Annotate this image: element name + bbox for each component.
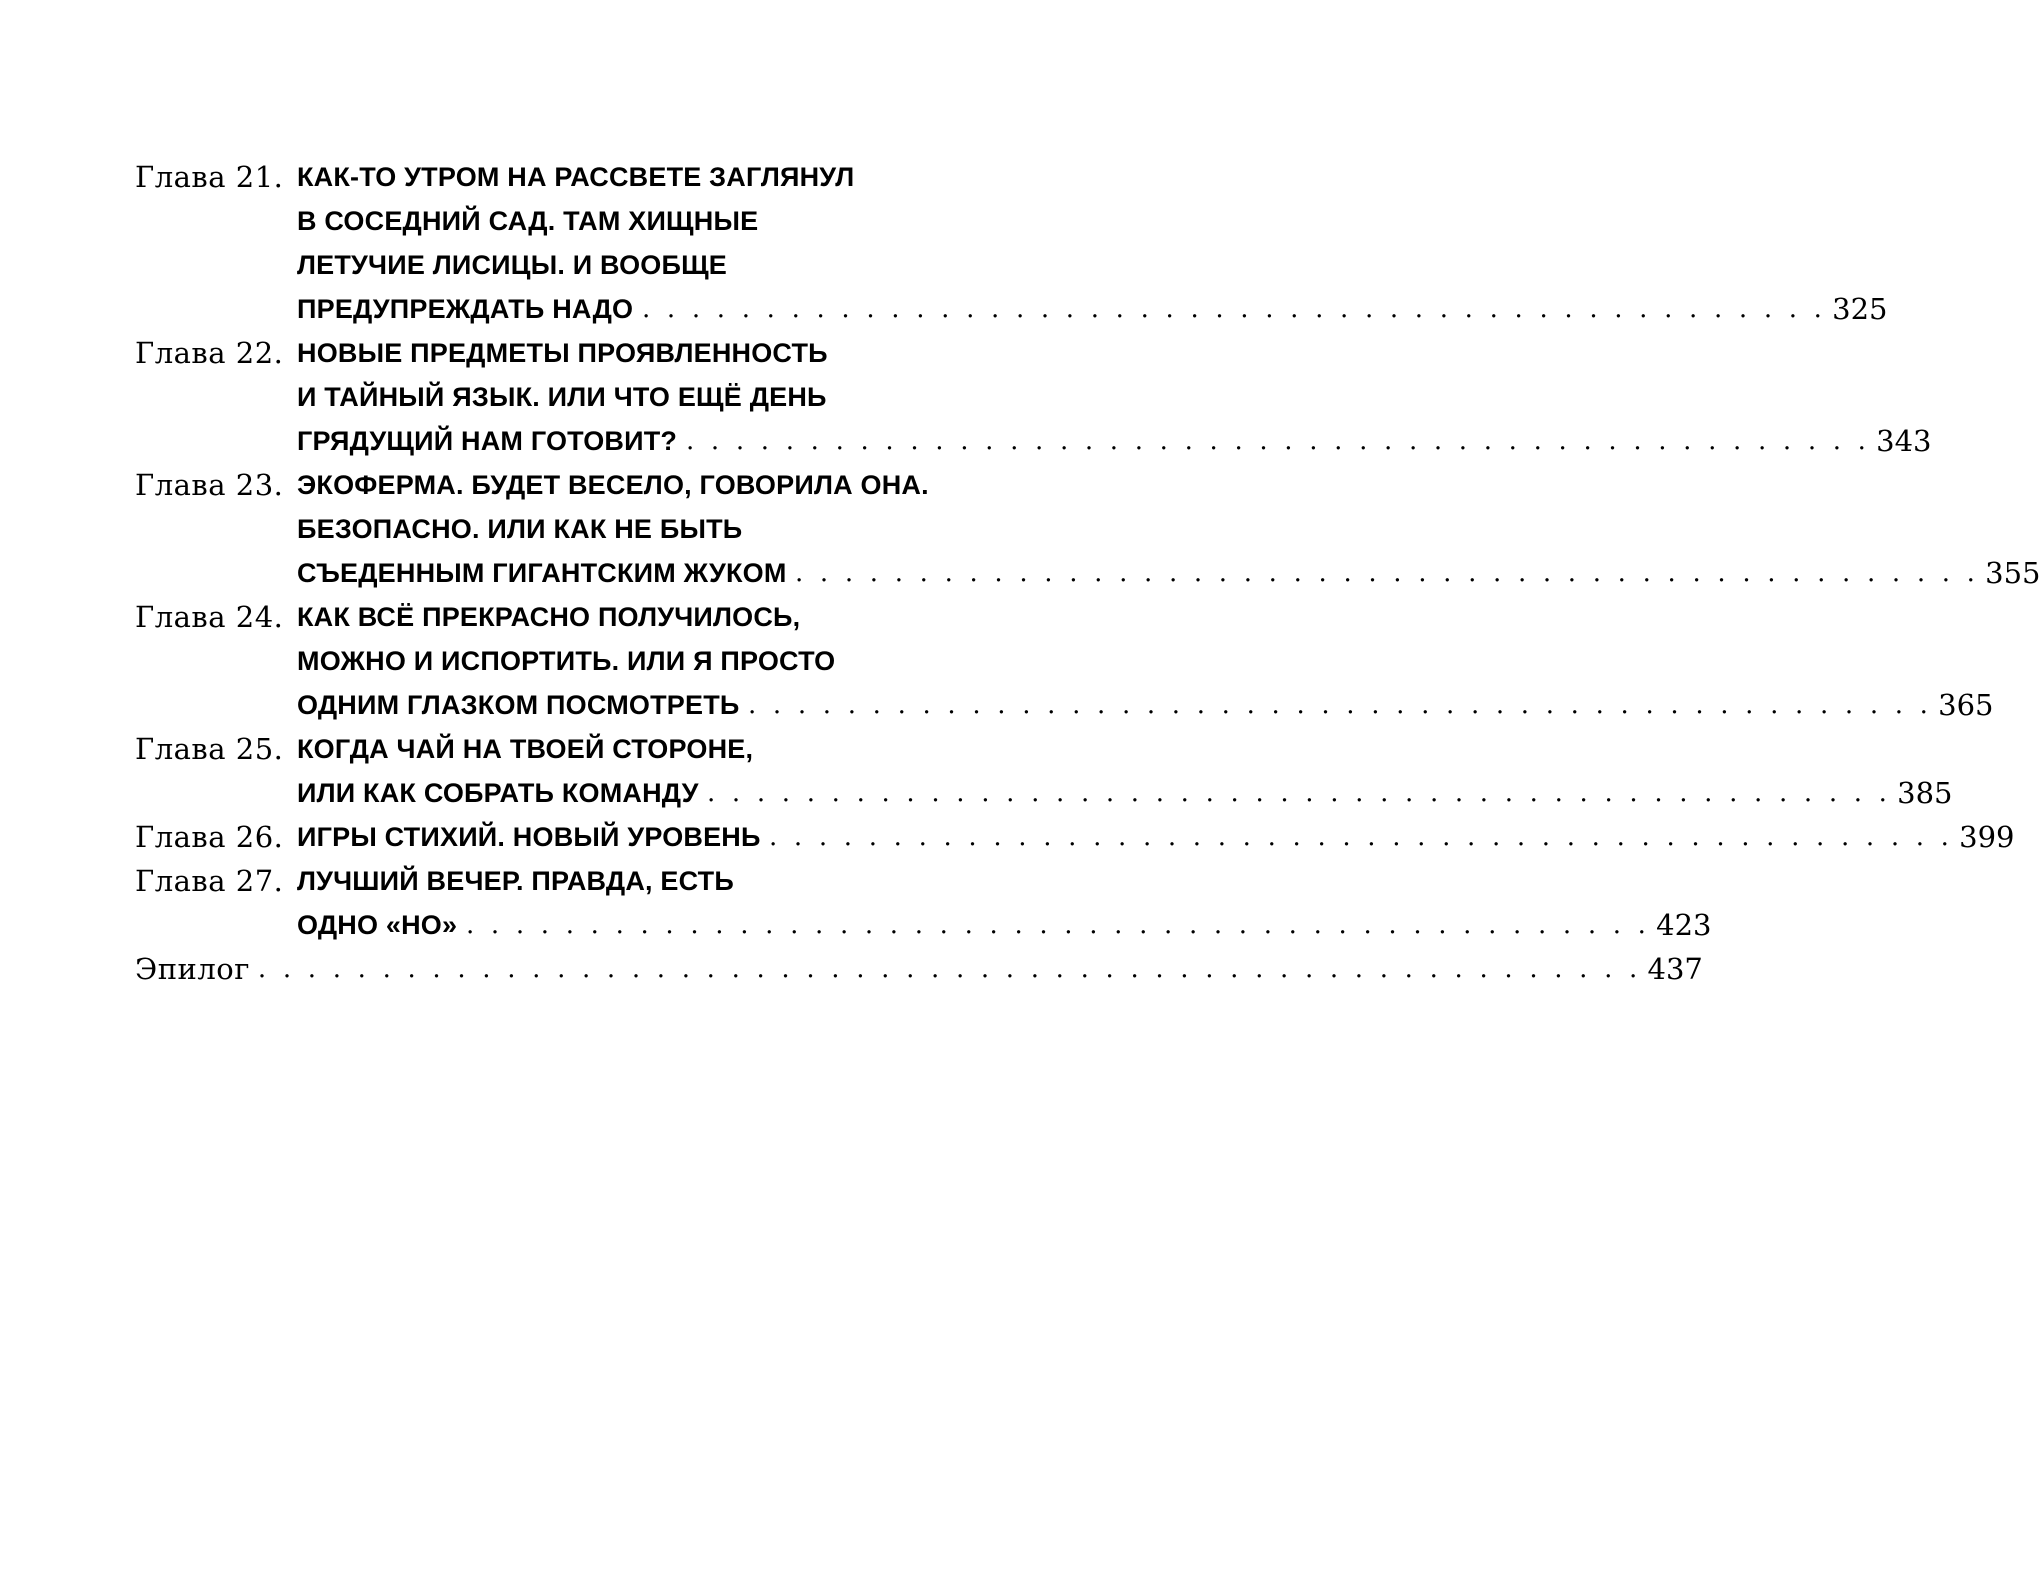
page-number: 385 [1897, 776, 1953, 810]
toc-entry-line [135, 810, 2015, 854]
page-number: 343 [1876, 424, 1932, 458]
page-number: 355 [1985, 556, 2041, 590]
dot-leader: . . . . . . . . . . . . . . . . . . . . . . . . . . . . . . . . . . . . . . . . . . . . . . . . [748, 690, 1933, 720]
chapter-title-last-line [297, 776, 1953, 810]
chapter-title-line [297, 732, 754, 766]
chapter-title-text: ИГРЫ СТИХИЙ. НОВЫЙ УРОВЕНЬ [297, 822, 761, 852]
chapter-title-text: КОГДА ЧАЙ НА ТВОЕЙ СТОРОНЕ, [297, 734, 754, 764]
chapter-title-text: ЛЕТУЧИЕ ЛИСИЦЫ. И ВООБЩЕ [297, 250, 728, 280]
toc-entry[interactable] [135, 150, 1888, 326]
toc-entry-line [135, 898, 1712, 942]
toc-entry-line [135, 414, 1932, 458]
chapter-title-text: БЕЗОПАСНО. ИЛИ КАК НЕ БЫТЬ [297, 514, 743, 544]
chapter-title-line [297, 160, 854, 194]
toc-entry[interactable] [135, 458, 2041, 590]
toc-entry[interactable] [135, 590, 1994, 722]
toc-entry[interactable] [135, 326, 1932, 458]
chapter-title-last-line [297, 292, 1888, 326]
chapter-title-last-line [297, 424, 1932, 458]
chapter-title-last-line [297, 820, 2015, 854]
chapter-title-last-line [297, 688, 1994, 722]
dot-leader: . . . . . . . . . . . . . . . . . . . . . . . . . . . . . . . . . . . . . . . . . . . . . . . . [769, 822, 1954, 852]
chapter-label: Глава 25. [135, 732, 284, 766]
page-number: 325 [1832, 292, 1888, 326]
chapter-title-text: ПРЕДУПРЕЖДАТЬ НАДО [297, 294, 634, 324]
chapter-title-line [297, 600, 801, 634]
toc-entry-line [135, 590, 835, 634]
toc-entry-line [135, 634, 835, 678]
chapter-label: Глава 22. [135, 336, 284, 370]
epilogue-label: Эпилог [135, 952, 250, 986]
toc-entry-line [135, 678, 1994, 722]
chapter-title-line [297, 380, 827, 414]
chapter-title-line [297, 292, 634, 326]
chapter-title-text: КАК ВСЁ ПРЕКРАСНО ПОЛУЧИЛОСЬ, [297, 602, 801, 632]
toc-entry-line [135, 854, 835, 898]
chapter-title-line [297, 204, 759, 238]
chapter-title-line [297, 820, 761, 854]
toc-entry-line [135, 722, 835, 766]
chapter-title-text: ОДНИМ ГЛАЗКОМ ПОСМОТРЕТЬ [297, 690, 740, 720]
page-number: 365 [1938, 688, 1994, 722]
chapter-title-text: ИЛИ КАК СОБРАТЬ КОМАНДУ [297, 778, 699, 808]
chapter-title-text: ЛУЧШИЙ ВЕЧЕР. ПРАВДА, ЕСТЬ [297, 866, 734, 896]
chapter-title-text: И ТАЙНЫЙ ЯЗЫК. ИЛИ ЧТО ЕЩЁ ДЕНЬ [297, 382, 827, 412]
toc-entry-line [135, 546, 2041, 590]
chapter-title-text: ЭКОФЕРМА. БУДЕТ ВЕСЕЛО, ГОВОРИЛА ОНА. [297, 470, 929, 500]
toc-entry[interactable] [135, 854, 1712, 942]
toc-entry-line [135, 370, 835, 414]
chapter-label: Глава 24. [135, 600, 284, 634]
toc-entry-line [135, 238, 835, 282]
chapter-title-text: НОВЫЕ ПРЕДМЕТЫ ПРОЯВЛЕННОСТЬ [297, 338, 828, 368]
dot-leader: . . . . . . . . . . . . . . . . . . . . . . . . . . . . . . . . . . . . . . . . . . . . . . . . [686, 426, 1871, 456]
chapter-title-line [297, 336, 828, 370]
chapter-label: Глава 26. [135, 820, 284, 854]
toc-entry-line [135, 502, 835, 546]
page-number: 399 [1959, 820, 2015, 854]
toc-entry-line [135, 150, 855, 194]
chapter-title-line [297, 776, 699, 810]
toc-entry[interactable] [135, 722, 1953, 810]
toc-entry-line [135, 942, 1703, 986]
chapter-title-line [297, 424, 678, 458]
dot-leader: . . . . . . . . . . . . . . . . . . . . . . . . . . . . . . . . . . . . . . . . . . . . . . . . [642, 294, 1827, 324]
chapter-label: Глава 27. [135, 864, 284, 898]
chapter-title-line [297, 908, 458, 942]
dot-leader: . . . . . . . . . . . . . . . . . . . . . . . . . . . . . . . . . . . . . . . . . . . . . . . . [707, 778, 1892, 808]
toc-entry-epilogue[interactable] [135, 942, 1703, 986]
chapter-title-line [297, 468, 929, 502]
toc-entry-line [135, 326, 835, 370]
chapter-title-text: МОЖНО И ИСПОРТИТЬ. ИЛИ Я ПРОСТО [297, 646, 836, 676]
toc-entry-line [135, 282, 1888, 326]
toc-entry-line [135, 194, 835, 238]
table-of-contents [135, 150, 2041, 986]
chapter-title-line [297, 512, 743, 546]
toc-entry[interactable] [135, 810, 2015, 854]
chapter-title-line [297, 864, 734, 898]
chapter-title-text: ОДНО «НО» [297, 910, 458, 940]
dot-leader: . . . . . . . . . . . . . . . . . . . . . . . . . . . . . . . . . . . . . . . . . . . . . . . . [466, 910, 1651, 940]
dot-leader: . . . . . . . . . . . . . . . . . . . . . . . . . . . . . . . . . . . . . . . . . . . . . . . . [795, 558, 1980, 588]
chapter-title-text: СЪЕДЕННЫМ ГИГАНТСКИМ ЖУКОМ [297, 558, 787, 588]
chapter-title-text: В СОСЕДНИЙ САД. ТАМ ХИЩНЫЕ [297, 206, 759, 236]
chapter-label: Глава 21. [135, 160, 284, 194]
chapter-title-last-line [297, 556, 2041, 590]
page-number: 437 [1647, 952, 1703, 986]
chapter-title-line [297, 556, 787, 590]
page-number: 423 [1656, 908, 1712, 942]
dot-leader: . . . . . . . . . . . . . . . . . . . . . . . . . . . . . . . . . . . . . . . . . . . . . . . . . . . . . . . . [257, 954, 1642, 984]
chapter-label: Глава 23. [135, 468, 284, 502]
toc-entry-line [135, 766, 1953, 810]
chapter-title-line [297, 688, 740, 722]
chapter-title-text: КАК-ТО УТРОМ НА РАССВЕТЕ ЗАГЛЯНУЛ [297, 162, 855, 192]
chapter-title-last-line [297, 908, 1712, 942]
toc-entry-line [135, 458, 929, 502]
chapter-title-text: ГРЯДУЩИЙ НАМ ГОТОВИТ? [297, 426, 678, 456]
chapter-title-line [297, 644, 835, 678]
chapter-title-line [297, 248, 728, 282]
